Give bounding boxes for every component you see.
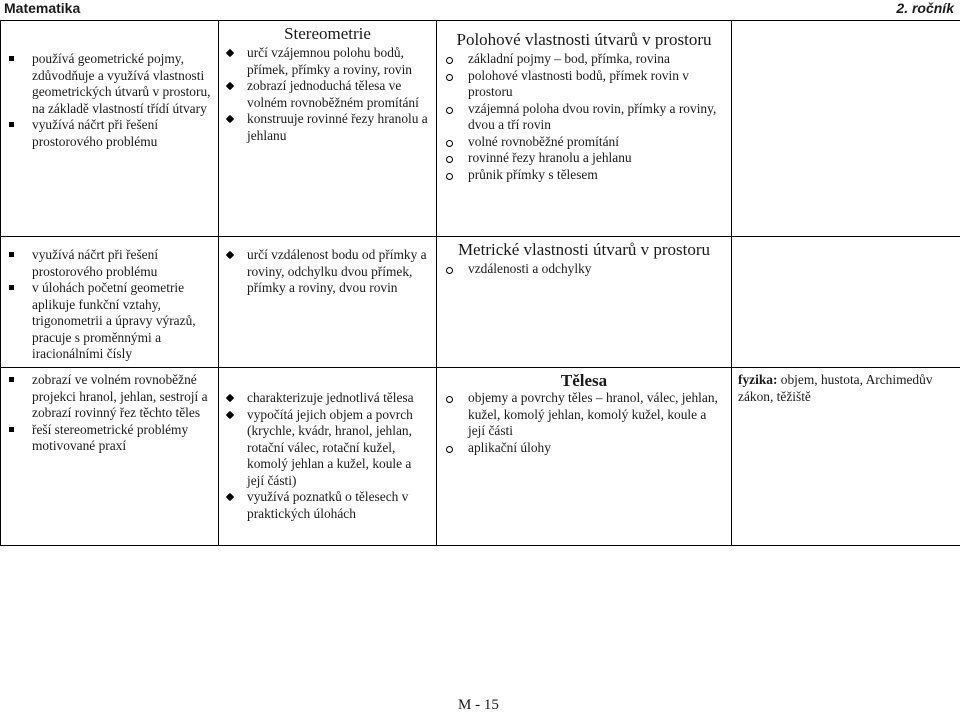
crossref-label: fyzika: [738, 372, 777, 387]
list-item: určí vzdálenost bodu od přímky a roviny, odchylku dvou přímek, přímky a roviny, dvou rovin [225, 247, 430, 297]
topics-cell [437, 368, 732, 546]
list-item: objemy a povrchy těles – hranol, válec, jehlan, kužel, komolý jehlan, komolý kužel, koule a její části [443, 390, 725, 440]
outcomes-cell [1, 368, 219, 546]
outcomes-cell [1, 21, 219, 237]
table-row [1, 368, 960, 546]
topic-title: Metrické vlastnosti útvarů v prostoru [443, 241, 725, 259]
topics-list [443, 390, 725, 456]
competences-cell [219, 237, 437, 368]
competences-list [225, 390, 430, 522]
outcomes-list [7, 247, 212, 363]
list-item: vzájemná poloha dvou rovin, přímky a roviny, dvou a tří rovin [443, 101, 725, 134]
crossref-cell [732, 237, 960, 368]
list-item: konstruuje rovinné řezy hranolu a jehlanu [225, 111, 430, 144]
crossref-text: objem, hustota, Archimedův zákon, těžiště [738, 372, 933, 404]
topic-title: Polohové vlastnosti útvarů v prostoru [443, 31, 725, 49]
list-item: používá geometrické pojmy, zdůvodňuje a využívá vlastnosti geometrických útvarů v prostoru, na základě vlastností třídí útvary [7, 51, 212, 117]
list-item: základní pojmy – bod, přímka, rovina [443, 51, 725, 68]
list-item: rovinné řezy hranolu a jehlanu [443, 150, 725, 167]
list-item: zobrazí ve volném rovnoběžné projekci hranol, jehlan, sestrojí a zobrazí rovinný řez těchto těles [7, 372, 212, 422]
list-item: vzdálenosti a odchylky [443, 261, 725, 278]
list-item: určí vzájemnou polohu bodů, přímek, přímky a roviny, rovin [225, 45, 430, 78]
list-item: průnik přímky s tělesem [443, 167, 725, 184]
page-number: M - 15 [458, 697, 499, 714]
list-item: řeší stereometrické problémy motivované praxí [7, 422, 212, 455]
list-item: polohové vlastnosti bodů, přímek rovin v prostoru [443, 68, 725, 101]
crossref-cell [732, 21, 960, 237]
list-item: využívá poznatků o tělesech v praktických úlohách [225, 489, 430, 522]
subject-title: Matematika [4, 0, 80, 16]
outcomes-list [7, 372, 212, 455]
outcomes-list [7, 51, 212, 150]
curriculum-table [0, 20, 960, 546]
crossref-cell [732, 368, 960, 546]
topics-cell [437, 21, 732, 237]
competences-list [225, 247, 430, 297]
list-item: v úlohách početní geometrie aplikuje funkční vztahy, trigonometrii a úpravy výrazů, pracuje s proměnnými a iracionálními čísly [7, 280, 212, 363]
competences-cell [219, 368, 437, 546]
competences-cell [219, 21, 437, 237]
list-item: volné rovnoběžné promítání [443, 134, 725, 151]
list-item: využívá náčrt při řešení prostorového problému [7, 247, 212, 280]
topics-list [443, 261, 725, 278]
table-row [1, 237, 960, 368]
list-item: vypočítá jejich objem a povrch (krychle, kvádr, hranol, jehlan, rotační válec, rotační kužel, komolý jehlan a kužel, koule a její části) [225, 407, 430, 490]
list-item: aplikační úlohy [443, 440, 725, 457]
competences-list [225, 45, 430, 144]
grade-label: 2. ročník [896, 0, 954, 16]
topic-title: Tělesa [443, 372, 725, 390]
list-item: využívá náčrt při řešení prostorového problému [7, 117, 212, 150]
outcomes-cell [1, 237, 219, 368]
topics-cell [437, 237, 732, 368]
table-row [1, 21, 960, 237]
list-item: zobrazí jednoduchá tělesa ve volném rovnoběžném promítání [225, 78, 430, 111]
list-item: charakterizuje jednotlivá tělesa [225, 390, 430, 407]
topics-list [443, 51, 725, 183]
section-title: Stereometrie [225, 25, 430, 43]
